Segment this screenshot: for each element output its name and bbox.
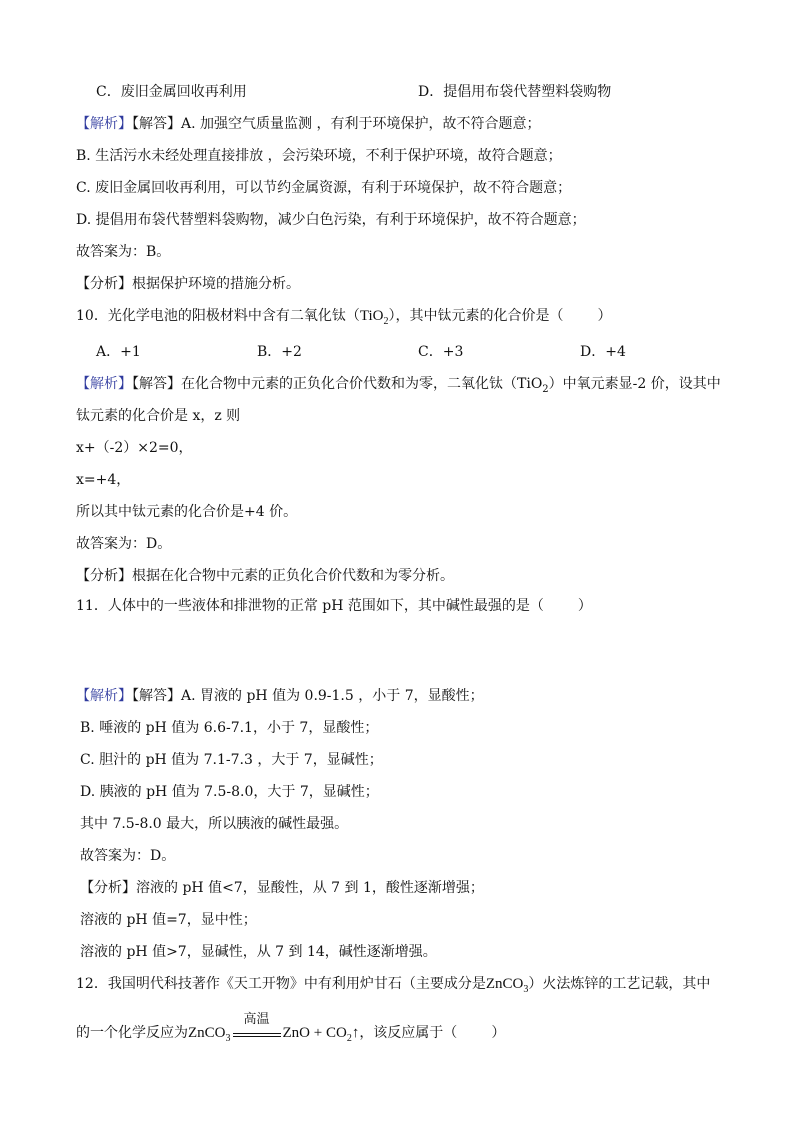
q11-fenxi-3: 溶液的 pH 值>7，显碱性，从 7 到 14，碱性逐渐增强。 — [80, 944, 437, 960]
fenxi-tag: 【分析】 — [76, 568, 132, 584]
q10-fenxi: 【分析】根据在化合物中元素的正负化合价代数和为零分析。 — [76, 568, 454, 584]
answer-tag: 【解答】 — [132, 376, 181, 392]
answer-tag: 【解答】 — [132, 688, 181, 704]
q10-calc1: x+（-2）×2=0， — [76, 440, 193, 456]
analysis-tag: 【解析】 — [76, 376, 132, 392]
q11-analysis-line-c: C. 胆汁的 pH 值为 7.1-7.3 ，大于 7，显碱性； — [80, 752, 383, 768]
q12-stem: 12．我国明代科技著作《天工开物》中有利用炉甘石（主要成分是ZnCO$_3$）火法炼锌的工艺记载，其中 — [76, 976, 711, 995]
q10-result: 所以其中钛元素的化合价是+4 价。 — [76, 504, 298, 520]
fenxi-tag: 【分析】 — [76, 276, 132, 292]
q11-analysis-line-d: D. 胰液的 pH 值为 7.5-8.0，大于 7，显碱性； — [80, 784, 379, 800]
q9-analysis-line-d: D. 提倡用布袋代替塑料袋购物，减少白色污染，有利于环境保护，故不符合题意； — [76, 212, 586, 228]
fenxi-tag: 【分析】 — [80, 880, 136, 896]
q11-stem: 11．人体中的一些液体和排泄物的正常 pH 范围如下，其中碱性最强的是（ ） — [76, 598, 592, 614]
q9-conclusion: 故答案为：B。 — [76, 244, 171, 260]
q9-option-c: C．废旧金属回收再利用 — [96, 84, 247, 100]
q10-stem: 10．光化学电池的阳极材料中含有二氧化钛（TiO$_2$），其中钛元素的化合价是（ ） — [76, 308, 612, 327]
q10-calc2: x=+4， — [76, 472, 131, 488]
q11-summary: 其中 7.5-8.0 最大，所以胰液的碱性最强。 — [80, 816, 349, 832]
q10-option-b: B．+2 — [257, 344, 302, 360]
q12-equation-line: 的一个化学反应为ZnCO$_3$ 高温 ZnO + $CO_2↑$，该反应属于（ ） — [76, 1010, 506, 1044]
q9-option-d: D．提倡用布袋代替塑料袋购物 — [418, 84, 612, 100]
q10-conclusion: 故答案为：D。 — [76, 536, 172, 552]
analysis-tag: 【解析】 — [76, 116, 132, 132]
gas-arrow-icon: ↑ — [351, 1025, 360, 1041]
tio2-formula: TiO$_2$ — [359, 308, 389, 327]
analysis-tag: 【解析】 — [76, 688, 132, 704]
q10-option-a: A．+1 — [96, 344, 141, 360]
q10-option-c: C．+3 — [418, 344, 464, 360]
znco3-formula: ZnCO$_3$ — [485, 976, 529, 995]
q9-analysis-line-a: 【解析】【解答】A. 加强空气质量监测 ，有利于环境保护，故不符合题意； — [76, 116, 541, 132]
q9-analysis-line-b: B. 生活污水未经处理直接排放 ，会污染环境，不利于保护环境，故符合题意； — [76, 148, 562, 164]
q11-fenxi-1: 【分析】溶液的 pH 值<7，显酸性，从 7 到 1，酸性逐渐增强； — [80, 880, 484, 896]
q9-analysis-line-c: C. 废旧金属回收再利用，可以节约金属资源，有利于环境保护，故不符合题意； — [76, 180, 572, 196]
q10-analysis-line1: 【解析】【解答】在化合物中元素的正负化合价代数和为零，二氧化钛（TiO$_2$）中氧元素显-2 价，设其中 — [76, 376, 721, 395]
q11-conclusion: 故答案为：D。 — [80, 848, 176, 864]
q9-fenxi: 【分析】根据保护环境的措施分析。 — [76, 276, 300, 292]
q11-analysis-line-b: B. 唾液的 pH 值为 6.6-7.1，小于 7，显酸性； — [80, 720, 379, 736]
q11-analysis-line-a: 【解析】【解答】A. 胃液的 pH 值为 0.9-1.5 ，小于 7，显酸性； — [76, 688, 484, 704]
q11-fenxi-2: 溶液的 pH 值=7，显中性； — [80, 912, 257, 928]
q10-analysis-line2: 钛元素的化合价是 x，z 则 — [76, 408, 241, 424]
high-temp-equals-sign: 高温 — [231, 1024, 283, 1044]
reaction-equation: ZnCO$_3$ 高温 ZnO + $CO_2↑$ — [188, 1010, 360, 1044]
answer-tag: 【解答】 — [132, 116, 181, 132]
q10-option-d: D．+4 — [580, 344, 626, 360]
